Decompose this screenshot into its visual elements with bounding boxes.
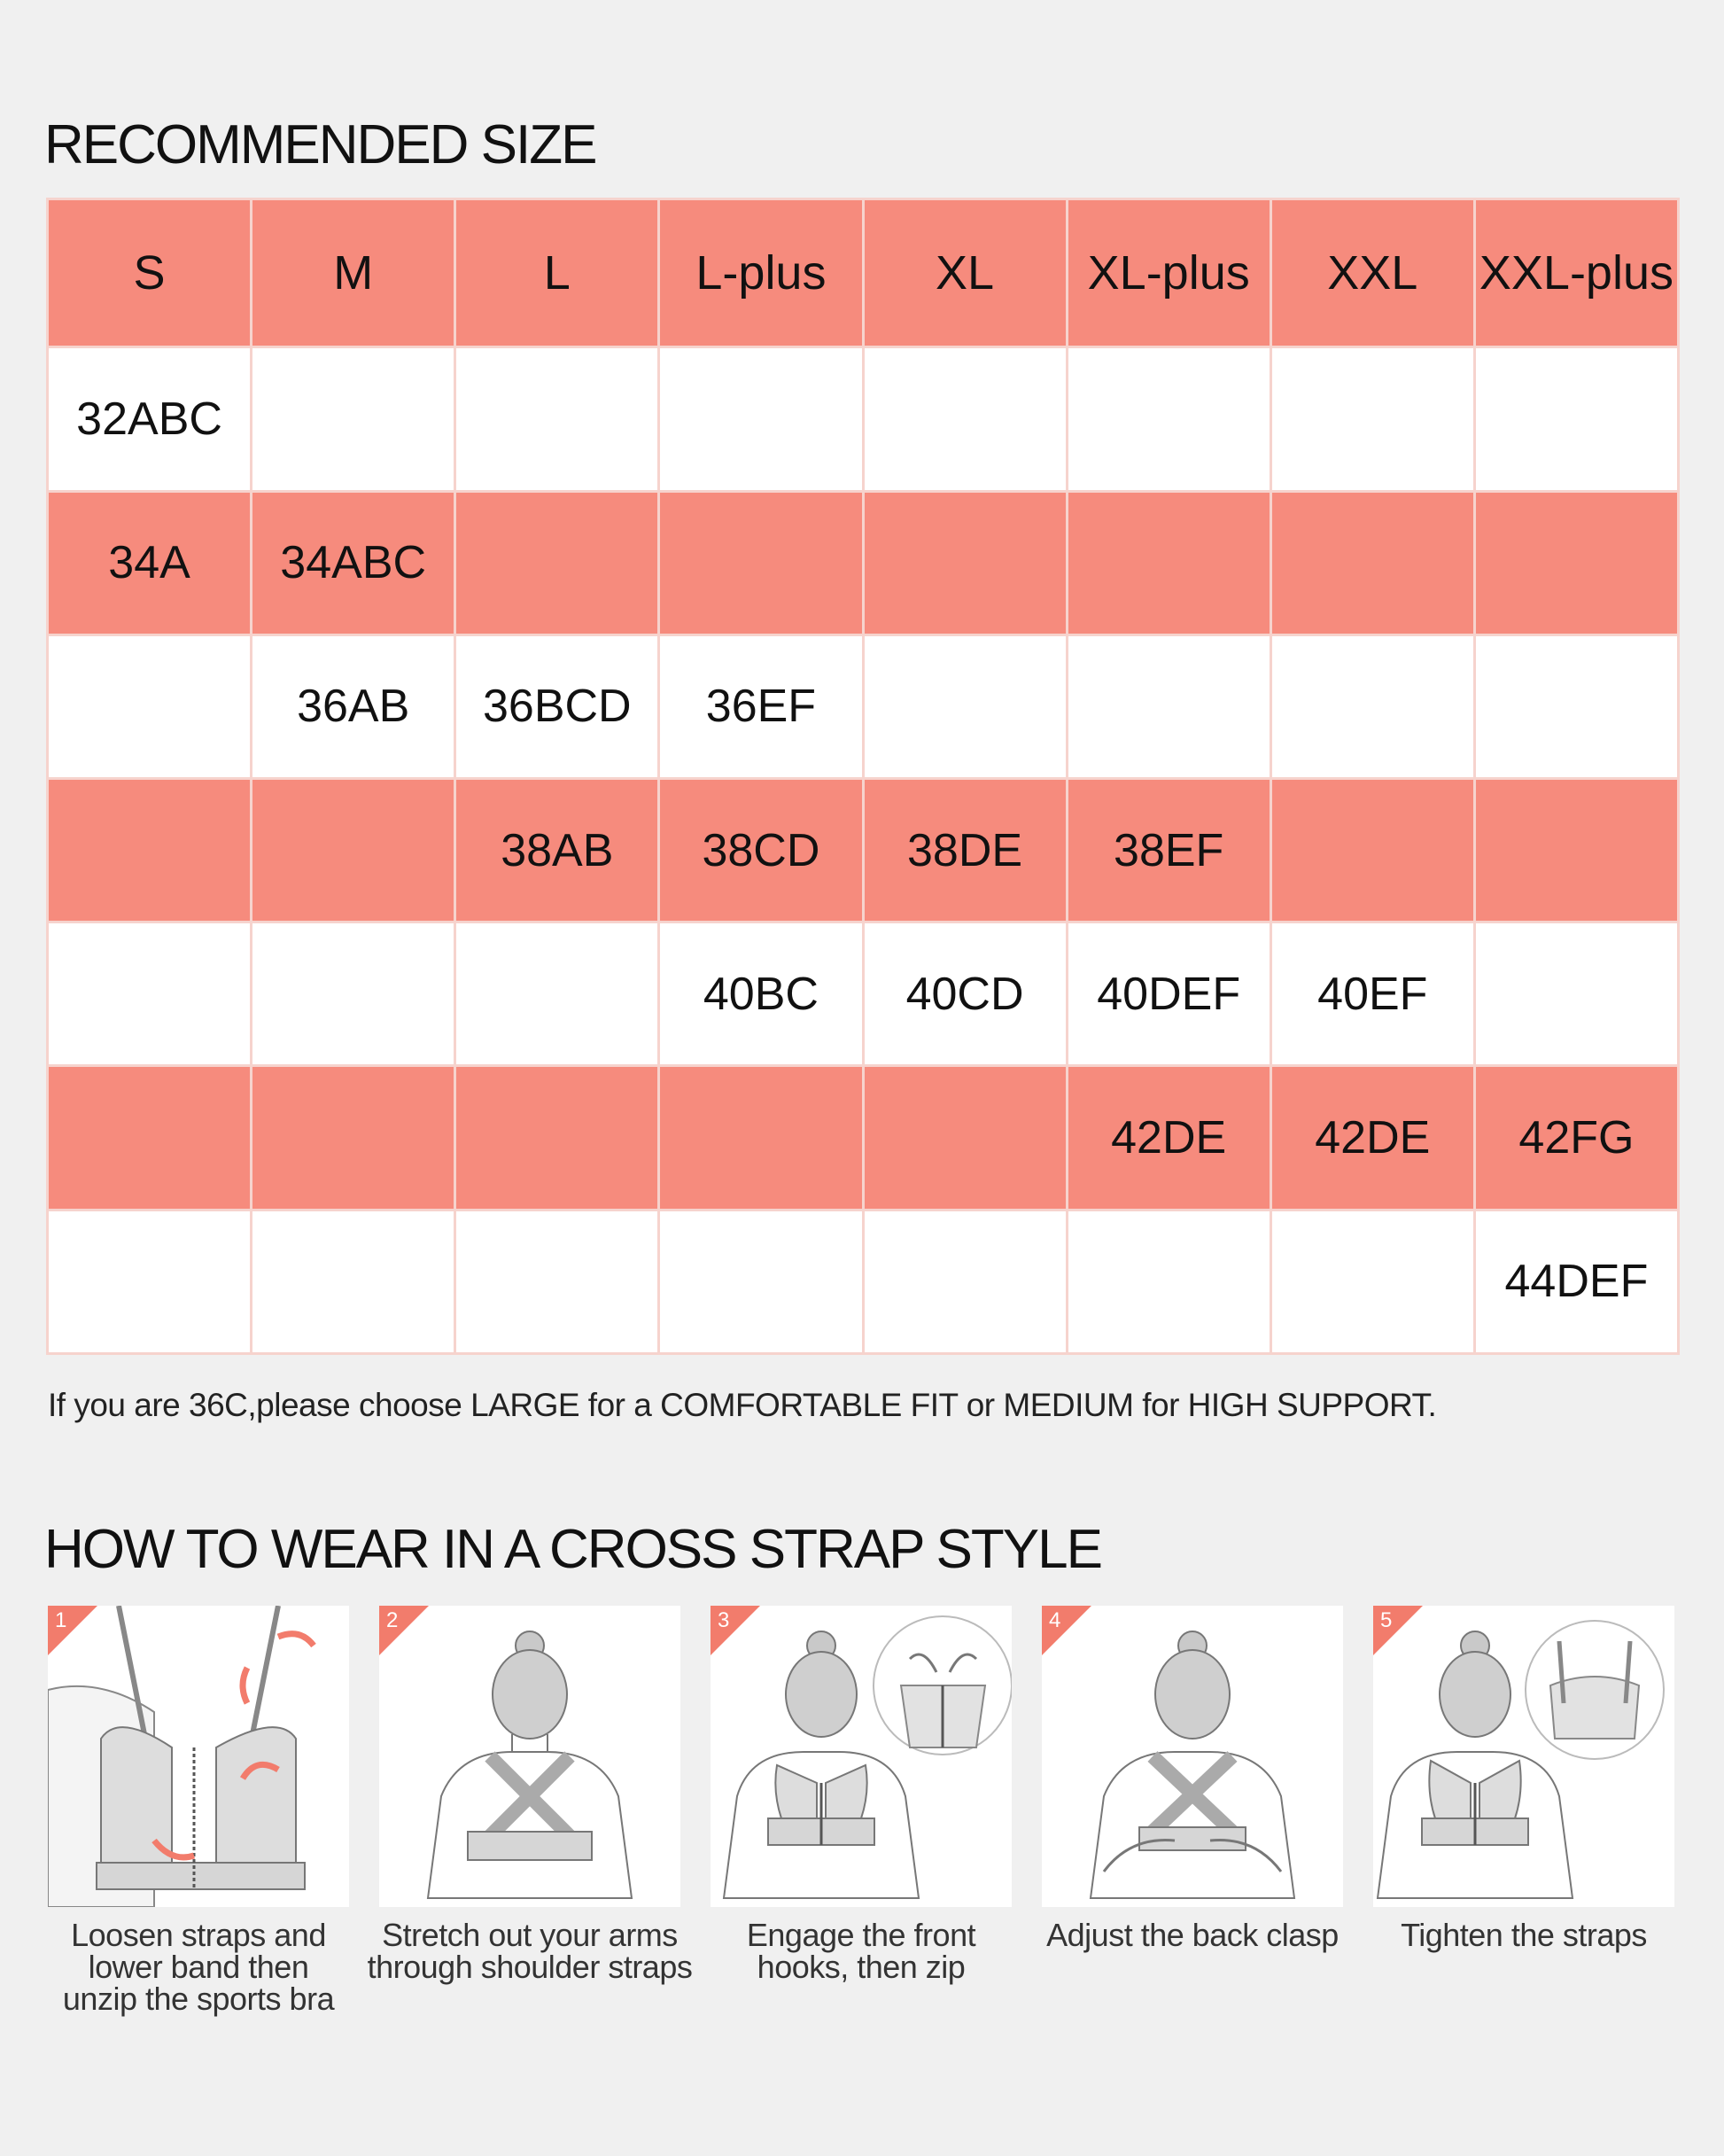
- size-cell: [1270, 347, 1474, 491]
- header-cell: L: [455, 199, 659, 347]
- size-cell: [1270, 634, 1474, 778]
- size-cell: [48, 634, 252, 778]
- step-2-panel: [379, 1606, 680, 1907]
- step-number: 1: [55, 1608, 67, 1632]
- table-row: [48, 491, 1679, 634]
- step-number: 2: [386, 1608, 399, 1632]
- size-cell: [252, 922, 455, 1066]
- step-caption: Loosen straps and lower band then unzip the sports bra: [62, 1917, 335, 2017]
- step-1-panel: [48, 1606, 349, 1907]
- step-5: [1373, 1606, 1674, 1951]
- size-cell: 36AB: [252, 634, 455, 778]
- size-cell: [48, 779, 252, 922]
- step-caption: Adjust the back clasp: [1046, 1917, 1339, 1953]
- step-2-badge: [379, 1606, 429, 1655]
- size-cell: 38DE: [863, 779, 1067, 922]
- size-cell: [1474, 779, 1678, 922]
- size-cell: [48, 1210, 252, 1353]
- size-cell: [455, 1210, 659, 1353]
- size-cell: 40CD: [863, 922, 1067, 1066]
- size-chart-title: RECOMMENDED SIZE: [44, 114, 596, 175]
- size-cell: 38EF: [1067, 779, 1270, 922]
- size-cell: [1474, 634, 1678, 778]
- size-cell: 44DEF: [1474, 1210, 1678, 1353]
- size-cell: [1067, 634, 1270, 778]
- size-cell: [863, 634, 1067, 778]
- size-chart-header-row: [48, 199, 1679, 347]
- table-row: [48, 1066, 1679, 1210]
- size-cell: [1474, 347, 1678, 491]
- header-cell: L-plus: [659, 199, 863, 347]
- size-cell: 34A: [48, 491, 252, 634]
- step-number: 3: [718, 1608, 730, 1632]
- size-cell: [48, 1066, 252, 1210]
- size-cell: [252, 347, 455, 491]
- size-cell: 36EF: [659, 634, 863, 778]
- size-note: If you are 36C,please choose LARGE for a COMFORTABLE FIT or MEDIUM for HIGH SUPPORT.: [48, 1387, 1437, 1423]
- size-cell: [1474, 922, 1678, 1066]
- header-cell: S: [48, 199, 252, 347]
- size-cell: [252, 779, 455, 922]
- table-row: [48, 1210, 1679, 1353]
- size-cell: 40BC: [659, 922, 863, 1066]
- step-4: [1042, 1606, 1343, 1951]
- size-cell: 38CD: [659, 779, 863, 922]
- size-cell: [1067, 491, 1270, 634]
- size-cell: 38AB: [455, 779, 659, 922]
- table-row: [48, 922, 1679, 1066]
- step-caption: Stretch out your arms through shoulder straps: [367, 1917, 693, 1985]
- size-cell: [455, 1066, 659, 1210]
- step-2: [367, 1606, 693, 1985]
- size-cell: [863, 491, 1067, 634]
- how-to-wear-title: HOW TO WEAR IN A CROSS STRAP STYLE: [44, 1519, 1101, 1580]
- how-to-wear-steps: [48, 1606, 1678, 2031]
- step-number: 4: [1049, 1608, 1061, 1632]
- header-cell: XL-plus: [1067, 199, 1270, 347]
- size-cell: 42FG: [1474, 1066, 1678, 1210]
- step-1: [48, 1606, 349, 2015]
- size-cell: 36BCD: [455, 634, 659, 778]
- step-5-panel: [1373, 1606, 1674, 1907]
- size-cell: [48, 922, 252, 1066]
- size-cell: [252, 1210, 455, 1353]
- size-cell: [455, 922, 659, 1066]
- step-caption: Tighten the straps: [1401, 1917, 1647, 1953]
- size-cell: [863, 1210, 1067, 1353]
- header-cell: XXL-plus: [1474, 199, 1678, 347]
- header-cell: M: [252, 199, 455, 347]
- size-cell: [659, 491, 863, 634]
- step-3-panel: [711, 1606, 1012, 1907]
- step-caption: Engage the front hooks, then zip: [746, 1917, 976, 1985]
- size-cell: [1270, 491, 1474, 634]
- size-cell: [455, 491, 659, 634]
- table-row: [48, 779, 1679, 922]
- size-chart-table: [46, 198, 1680, 1355]
- size-cell: [1474, 491, 1678, 634]
- step-1-badge: [48, 1606, 97, 1655]
- size-cell: [1270, 1210, 1474, 1353]
- size-cell: [252, 1066, 455, 1210]
- size-cell: 34ABC: [252, 491, 455, 634]
- step-number: 5: [1380, 1608, 1393, 1632]
- size-cell: 40DEF: [1067, 922, 1270, 1066]
- size-cell: [1067, 1210, 1270, 1353]
- size-cell: 32ABC: [48, 347, 252, 491]
- size-cell: 42DE: [1270, 1066, 1474, 1210]
- size-cell: 42DE: [1067, 1066, 1270, 1210]
- size-cell: [455, 347, 659, 491]
- size-cell: [863, 1066, 1067, 1210]
- size-cell: [1270, 779, 1474, 922]
- header-cell: XXL: [1270, 199, 1474, 347]
- size-cell: [659, 1210, 863, 1353]
- size-cell: [1067, 347, 1270, 491]
- step-3: [711, 1606, 1012, 1983]
- step-5-badge: [1373, 1606, 1423, 1655]
- table-row: [48, 634, 1679, 778]
- size-cell: [659, 1066, 863, 1210]
- size-cell: [659, 347, 863, 491]
- step-3-badge: [711, 1606, 760, 1655]
- size-cell: 40EF: [1270, 922, 1474, 1066]
- step-4-panel: [1042, 1606, 1343, 1907]
- size-cell: [863, 347, 1067, 491]
- table-row: [48, 347, 1679, 491]
- header-cell: XL: [863, 199, 1067, 347]
- step-4-badge: [1042, 1606, 1091, 1655]
